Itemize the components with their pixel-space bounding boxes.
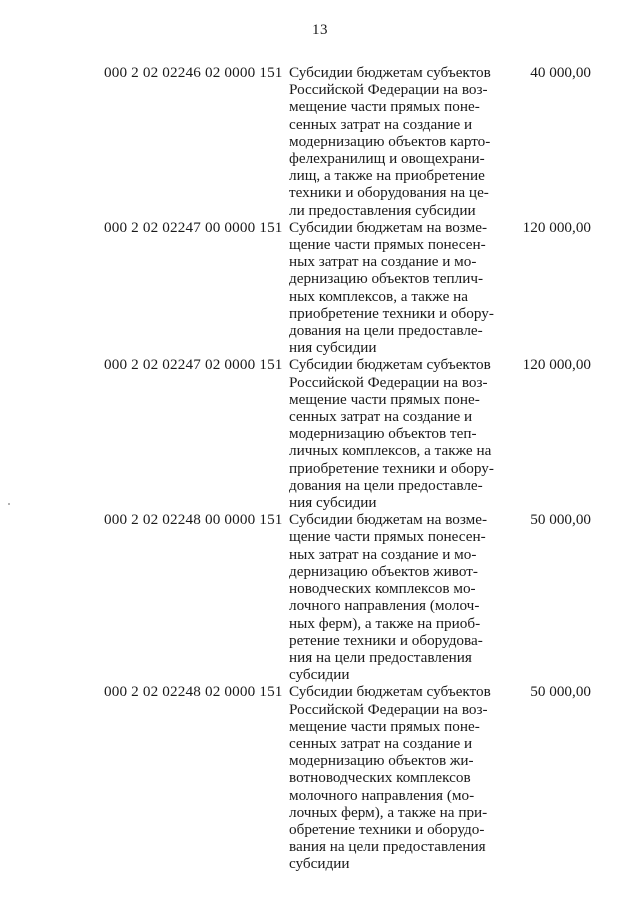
amount: 50 000,00 [530, 683, 591, 701]
description-line: приобретение техники и обору- [289, 459, 494, 477]
budget-code: 000 2 02 02248 02 0000 151 [104, 683, 283, 701]
description-line: молочного направления (мо- [289, 786, 475, 804]
description-line: мещение части прямых поне- [289, 717, 480, 735]
description-line: модернизацию объектов карто- [289, 132, 491, 150]
description-line: модернизацию объектов теп- [289, 425, 477, 443]
row-description [289, 64, 507, 219]
budget-code: 000 2 02 02246 02 0000 151 [104, 64, 283, 81]
table-row [0, 219, 640, 357]
description-line: ных затрат на создание и мо- [289, 253, 477, 271]
description-line: лочных ферм), а также на при- [289, 803, 488, 821]
budget-code: 000 2 02 02248 00 0000 151 [104, 511, 283, 529]
description-line: личных комплексов, а также на [289, 442, 492, 460]
description-line: модернизацию объектов жи- [289, 752, 474, 770]
description-line: мещение части прямых поне- [289, 390, 480, 408]
amount: 50 000,00 [530, 511, 591, 529]
description-line: обретение техники и оборудо- [289, 820, 485, 838]
amount: 120 000,00 [522, 218, 591, 236]
description-line: Субсидии бюджетам субъектов [289, 356, 491, 374]
description-line: дования на цели предоставле- [289, 476, 483, 494]
description-line: лищ, а также на приобретение [289, 167, 485, 185]
description-line: ных комплексов, а также на [289, 287, 468, 305]
description-line: ли предоставления субсидии [289, 201, 476, 219]
description-line: Субсидии бюджетам субъектов [289, 64, 491, 81]
table-row [0, 64, 640, 219]
description-line: щение части прямых понесен- [289, 528, 486, 546]
description-line: субсидии [289, 666, 350, 684]
description-line: ных затрат на создание и мо- [289, 545, 477, 563]
row-description [289, 511, 507, 683]
amount: 40 000,00 [530, 64, 591, 81]
description-line: Субсидии бюджетам на возме- [289, 218, 488, 236]
description-line: ных ферм), а также на приоб- [289, 614, 481, 632]
description-line: субсидии [289, 855, 350, 873]
description-line: сенных затрат на создание и [289, 734, 473, 752]
description-line: Субсидии бюджетам субъектов [289, 683, 491, 701]
budget-table [0, 64, 640, 873]
description-line: дернизацию объектов живот- [289, 562, 478, 580]
row-description [289, 219, 507, 357]
description-line: Российской Федерации на воз- [289, 373, 488, 391]
table-row [0, 511, 640, 683]
description-line: сенных затрат на создание и [289, 115, 473, 133]
description-line: вотноводческих комплексов [289, 769, 471, 787]
table-row [0, 356, 640, 511]
description-line: вания на цели предоставления [289, 838, 486, 856]
table-row [0, 683, 640, 872]
description-line: щение части прямых понесен- [289, 236, 486, 254]
description-line: дования на цели предоставле- [289, 322, 483, 340]
budget-code: 000 2 02 02247 00 0000 151 [104, 218, 283, 236]
row-description [289, 683, 507, 872]
description-line: сенных затрат на создание и [289, 408, 473, 426]
row-description [289, 356, 507, 511]
page-number: 13 [312, 22, 328, 38]
description-line: приобретение техники и обору- [289, 304, 494, 322]
description-line: мещение части прямых поне- [289, 98, 480, 116]
description-line: ретение техники и оборудова- [289, 631, 483, 649]
description-line: лочного направления (молоч- [289, 597, 480, 615]
description-line: дернизацию объектов теплич- [289, 270, 484, 288]
description-line: фелехранилищ и овощехрани- [289, 150, 485, 168]
budget-code: 000 2 02 02247 02 0000 151 [104, 356, 283, 374]
description-line: ния субсидии [289, 494, 377, 512]
description-line: Российской Федерации на воз- [289, 81, 488, 99]
description-line: ния субсидии [289, 339, 377, 357]
description-line: техники и оборудования на це- [289, 184, 489, 202]
amount: 120 000,00 [522, 356, 591, 374]
description-line: новодческих комплексов мо- [289, 580, 476, 598]
description-line: Субсидии бюджетам на возме- [289, 511, 488, 529]
description-line: ния на цели предоставления [289, 648, 472, 666]
description-line: Российской Федерации на воз- [289, 700, 488, 718]
